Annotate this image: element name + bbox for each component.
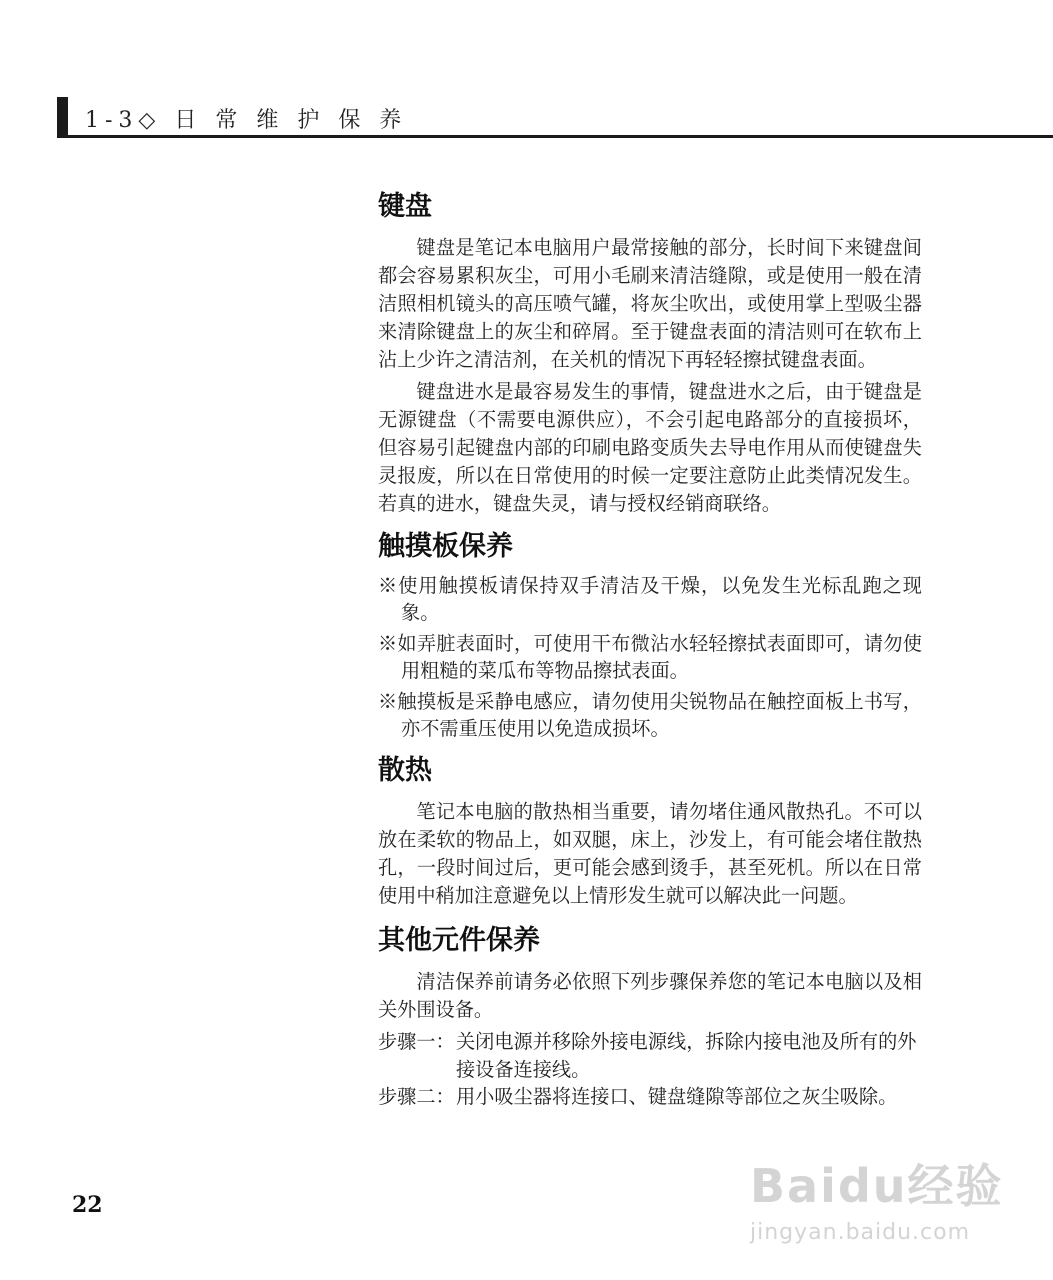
paragraph: 笔记本电脑的散热相当重要，请勿堵住通风散热孔。不可以放在柔软的物品上，如双腿，床上，沙发上，有可能会堵住散热孔，一段时间过后，更可能会感到烫手，甚至死机。所以在日常使用中稍加注意避免以上情形发生就可以解决此一问题。 bbox=[378, 800, 922, 907]
step-label: 步骤一： bbox=[378, 1030, 455, 1053]
step-item bbox=[378, 1028, 922, 1083]
list-item: ※触摸板是采静电感应，请勿使用尖锐物品在触控面板上书写，亦不需重压使用以免造成损坏。 bbox=[378, 690, 922, 740]
step-label: 步骤二： bbox=[378, 1085, 455, 1108]
section-heading-cooling: 散热 bbox=[378, 755, 432, 786]
paragraph: 键盘是笔记本电脑用户最常接触的部分，长时间下来键盘间都会容易累积灰尘，可用小毛刷来清洁缝隙，或是使用一般在清洁照相机镜头的高压喷气罐，将灰尘吹出，或使用掌上型吸尘器来清除键盘上的灰尘和碎屑。至于键盘表面的清洁则可在软布上沾上少许之清洁剂，在关机的情况下再轻轻擦拭键盘表面。 bbox=[378, 236, 922, 371]
paragraph: 键盘进水是最容易发生的事情，键盘进水之后，由于键盘是无源键盘（不需要电源供应），不会引起电路部分的直接损坏，但容易引起键盘内部的印刷电路变质失去导电作用从而使键盘失灵报废，所以在日常使用的时候一定要注意防止此类情况发生。若真的进水，键盘失灵，请与授权经销商联络。 bbox=[378, 380, 922, 515]
header-rule bbox=[57, 135, 1053, 138]
watermark-url: jingyan.baidu.com bbox=[750, 1220, 971, 1245]
list-item: ※如弄脏表面时，可使用干布微沾水轻轻擦拭表面即可，请勿使用粗糙的菜瓜布等物品擦拭表面。 bbox=[378, 632, 922, 682]
section-heading-other: 其他元件保养 bbox=[378, 925, 540, 956]
section-heading-keyboard: 键盘 bbox=[378, 191, 432, 222]
chapter-header: 1-3◇ 日 常 维 护 保 养 bbox=[85, 108, 408, 133]
step-text: 关闭电源并移除外接电源线，拆除内接电池及所有的外接设备连接线。 bbox=[456, 1030, 917, 1081]
list-item: ※使用触摸板请保持双手清洁及干燥，以免发生光标乱跑之现象。 bbox=[378, 574, 922, 624]
section-heading-touchpad: 触摸板保养 bbox=[378, 531, 513, 562]
page-number: 22 bbox=[72, 1192, 103, 1218]
watermark-logo bbox=[750, 1150, 1004, 1245]
watermark-brand: Baidu经验 bbox=[750, 1159, 1004, 1213]
step-text: 用小吸尘器将连接口、键盘缝隙等部位之灰尘吸除。 bbox=[456, 1085, 898, 1108]
paragraph: 清洁保养前请务必依照下列步骤保养您的笔记本电脑以及相关外围设备。 bbox=[378, 970, 922, 1021]
step-item bbox=[378, 1083, 922, 1111]
header-bar bbox=[57, 97, 68, 138]
page-content bbox=[378, 188, 922, 1111]
